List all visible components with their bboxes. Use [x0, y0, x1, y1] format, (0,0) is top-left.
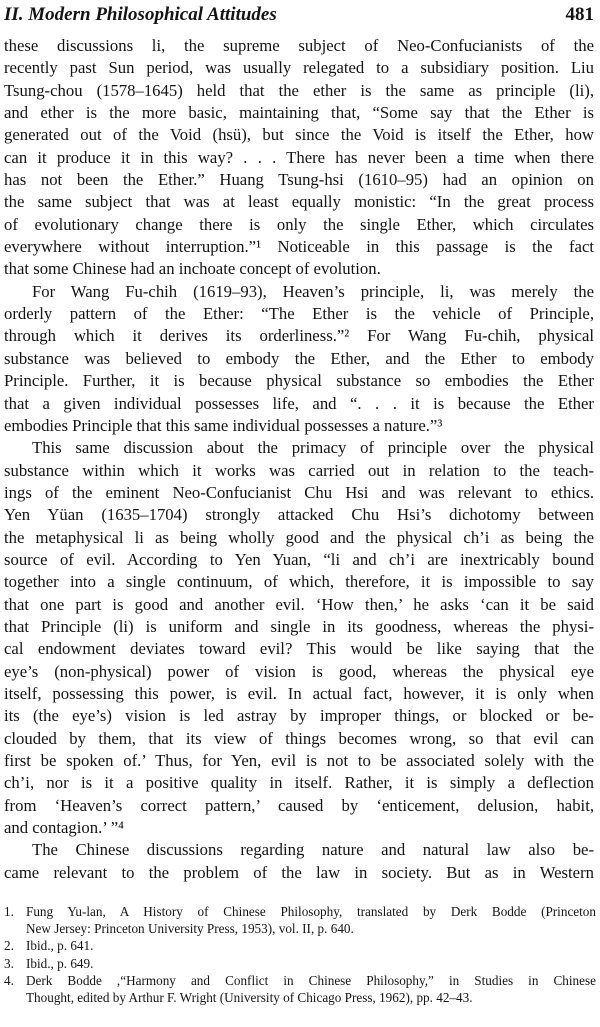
body-line: orderly pattern of the Ether: “The Ether is the vehicle of Principle,: [4, 304, 594, 324]
page-number: 481: [565, 4, 594, 25]
footnote-text: Derk Bodde ,“Harmony and Conflict in Chinese Philosophy,” in Studies in Chinese: [26, 972, 596, 988]
body-line: that some Chinese had an inchoate concept of evolution.: [4, 259, 381, 279]
footnote-line: [4, 903, 596, 920]
footnote-number: 2.: [4, 938, 14, 954]
body-line: of evolutionary change there is only the single Ether, which circulates: [4, 214, 594, 234]
body-line: substance within which it works was carried out in relation to the teach-: [4, 460, 594, 480]
footnote-text: New Jersey: Princeton University Press, 1953), vol. II, p. 640.: [26, 921, 354, 937]
body-line: came relevant to the problem of the law in society. But as in Western: [4, 862, 594, 882]
body-line: embodies Principle that this same individual possesses a nature.”³: [4, 415, 443, 435]
body-line: and contagion.’ ”⁴: [4, 818, 124, 838]
body-line: ings of the eminent Neo-Confucianist Chu Hsi and was relevant to ethics.: [4, 482, 594, 502]
footnote-text: Fung Yu-lan, A History of Chinese Philosophy, translated by Derk Bodde (Princeton: [26, 904, 596, 919]
footnote-line: [4, 955, 596, 972]
running-header: [4, 2, 594, 32]
body-line: generated out of the Void (hsü), but since the Void is itself the Ether, how: [4, 125, 594, 145]
body-line: through which it derives its orderliness.”² For Wang Fu-chih, physical: [4, 326, 594, 346]
body-line: This same discussion about the primacy of principle over the physical: [32, 438, 594, 458]
body-line: first be spoken of.’ Thus, for Yen, evil is not to be associated solely with the: [4, 751, 594, 770]
body-line: Principle. Further, it is because physical substance so embodies the Ether: [4, 371, 594, 391]
body-line: The Chinese discussions regarding nature and natural law also be-: [32, 840, 594, 860]
footnote-text: Thought, edited by Arthur F. Wright (University of Chicago Press, 1962), pp. 42–43.: [26, 989, 473, 1005]
body-line: Tsung-chou (1578–1645) held that the ether is the same as principle (li),: [4, 80, 594, 100]
footnote-text: Ibid., p. 641.: [26, 938, 94, 954]
footnote-number: 4.: [4, 972, 14, 988]
body-line: from ‘Heaven’s correct pattern,’ caused by ‘enticement, delusion, habit,: [4, 795, 594, 815]
body-line: its (the eye’s) vision is led astray by improper things, or blocked or be-: [4, 706, 594, 726]
body-line: substance was believed to embody the Ether, and the Ether to embody: [4, 348, 594, 368]
footnote-line: [4, 989, 596, 1006]
body-text: [4, 35, 594, 884]
footnote-line: [4, 920, 596, 937]
footnote-text: Ibid., p. 649.: [26, 955, 94, 971]
body-line: recently past Sun period, was usually relegated to a subsidiary position. Liu: [4, 58, 594, 78]
footnotes: [4, 903, 596, 1006]
body-line: cal endowment deviates toward evil? This would be like saying that the: [4, 639, 594, 659]
body-line: everywhere without interruption.”¹ Noticeable in this passage is the fact: [4, 237, 594, 257]
body-line: ch’i, nor is it a positive quality in itself. Rather, it is simply a deflection: [4, 773, 594, 793]
body-line: the metaphysical li as being wholly good and the physical ch’i as being the: [4, 527, 594, 547]
body-line: and ether is the more basic, maintaining that, “Some say that the Ether is: [4, 103, 594, 123]
body-line: that one part is good and another evil. ‘How then,’ he asks ‘can it be said: [4, 594, 594, 614]
body-line: eye’s (non-physical) power of vision is good, whereas the physical eye: [4, 661, 594, 681]
body-line: that a given individual possesses life, and “. . . it is because the Ether: [4, 393, 594, 413]
body-line: can it produce it in this way? . . . There has never been a time when there: [4, 147, 594, 167]
footnote-line: [4, 937, 596, 954]
body-line: itself, possessing this power, is evil. In actual fact, however, it is only when: [4, 683, 594, 703]
footnote-number: 3.: [4, 955, 14, 971]
body-line: has not been the Ether.” Huang Tsung-hsi (1610–95) had an opinion on: [4, 170, 594, 190]
body-line: For Wang Fu-chih (1619–93), Heaven’s principle, li, was merely the: [32, 281, 594, 301]
footnote-number: 1.: [4, 904, 14, 919]
body-line: that Principle (li) is uniform and single in its goodness, whereas the physi-: [4, 616, 594, 636]
body-line: Yen Yüan (1635–1704) strongly attacked Chu Hsi’s dichotomy between: [4, 505, 594, 525]
body-line: the same subject that was at least equally monistic: “In the great process: [4, 192, 594, 212]
body-line: source of evil. According to Yen Yuan, “li and ch’i are inextricably bound: [4, 549, 594, 569]
body-line: together into a single continuum, of which, therefore, it is impossible to say: [4, 572, 594, 592]
body-line: clouded by them, that its view of things becomes wrong, so that evil can: [4, 728, 594, 748]
running-title: II. Modern Philosophical Attitudes: [4, 4, 277, 25]
body-line: these discussions li, the supreme subject of Neo-Confucianists of the: [4, 36, 594, 55]
footnote-line: [4, 972, 596, 989]
